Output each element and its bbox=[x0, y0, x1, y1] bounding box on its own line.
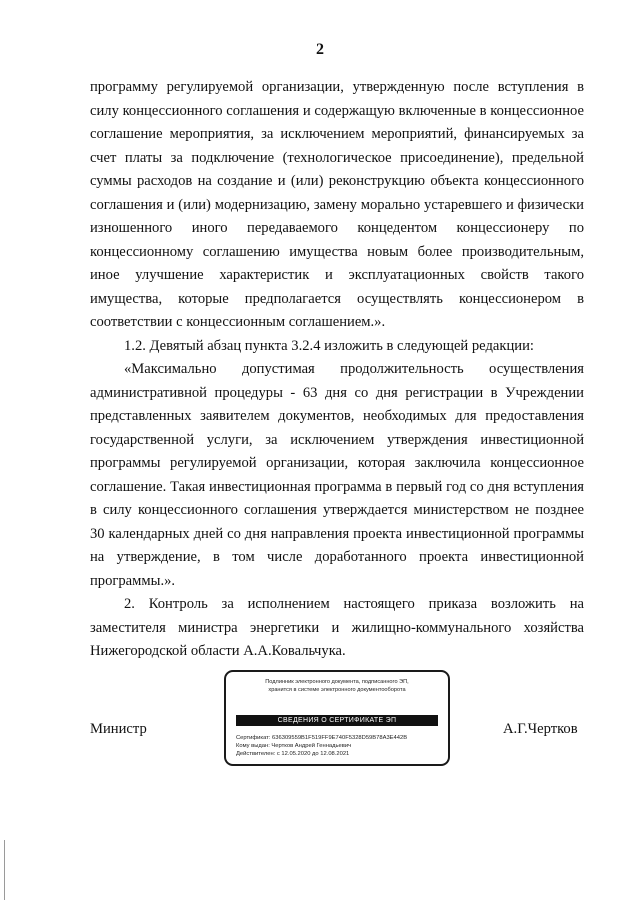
stamp-validity: Действителен: с 12.05.2020 до 12.08.2021 bbox=[236, 751, 350, 757]
scan-margin-line bbox=[4, 840, 5, 900]
page-number: 2 bbox=[316, 41, 324, 58]
paragraph-amendment-intro: 1.2. Девятый абзац пункта 3.2.4 изложить в следующей редакции: bbox=[124, 337, 534, 354]
stamp-note-line: хранится в системе электронного документооборота bbox=[268, 686, 406, 693]
signer-name: А.Г.Чертков bbox=[503, 721, 578, 737]
stamp-note-line: Подлинник электронного документа, подписанного ЭП, bbox=[265, 679, 409, 685]
stamp-details bbox=[236, 734, 442, 758]
stamp-certificate: Сертификат: 636309559B1F519FF9E740F5328D59B78A3E442B bbox=[236, 735, 408, 741]
stamp-banner: СВЕДЕНИЯ О СЕРТИФИКАТЕ ЭП bbox=[236, 715, 438, 726]
paragraph-continuation: программу регулируемой организации, утвержденную после вступления в силу концессионного соглашения и содержащую включенные в концессионное соглашение мероприятия, за исключением мероприятий, финансируемых за счет платы за подключение (технологическое присоединение), предельной суммы расходов на создание и (или) реконструкцию объекта концессионного соглашения и (или) модернизацию, замену морально устаревшего и физически изношенного иного передаваемого концедентом концессионеру по концессионному соглашению имущества новым более производительным, иное улучшение характеристик и эксплуатационных свойств такого имущества, которые предполагается осуществлять концессионером в соответствии с концессионным соглашением.». bbox=[90, 79, 584, 330]
stamp-issued-to: Кому выдан: Чертков Андрей Геннадьевич bbox=[236, 743, 352, 749]
electronic-signature-stamp bbox=[224, 670, 450, 766]
stamp-note bbox=[232, 679, 442, 694]
paragraph-control: 2. Контроль за исполнением настоящего приказа возложить на заместителя министра энергетики и жилищно-коммунального хозяйства Нижегородской области А.А.Ковальчука. bbox=[90, 596, 584, 659]
signer-title: Министр bbox=[90, 721, 147, 737]
document-body bbox=[90, 76, 584, 664]
paragraph-amendment-text: «Максимально допустимая продолжительность осуществления административной процедуры - 63 дня со дня регистрации в Учреждении представленных заявителем документов, необходимых для предоставления государственной услуги, за исключением утверждения инвестиционной программы регулируемой организации, которая заключила концессионное соглашение. Такая инвестиционная программа в первый год со дня вступления в силу концессионного соглашения утверждается министерством не позднее 30 календарных дней со дня направления проекта инвестиционной программы на утверждение, в том числе доработанного проекта инвестиционной программы.». bbox=[90, 361, 584, 589]
